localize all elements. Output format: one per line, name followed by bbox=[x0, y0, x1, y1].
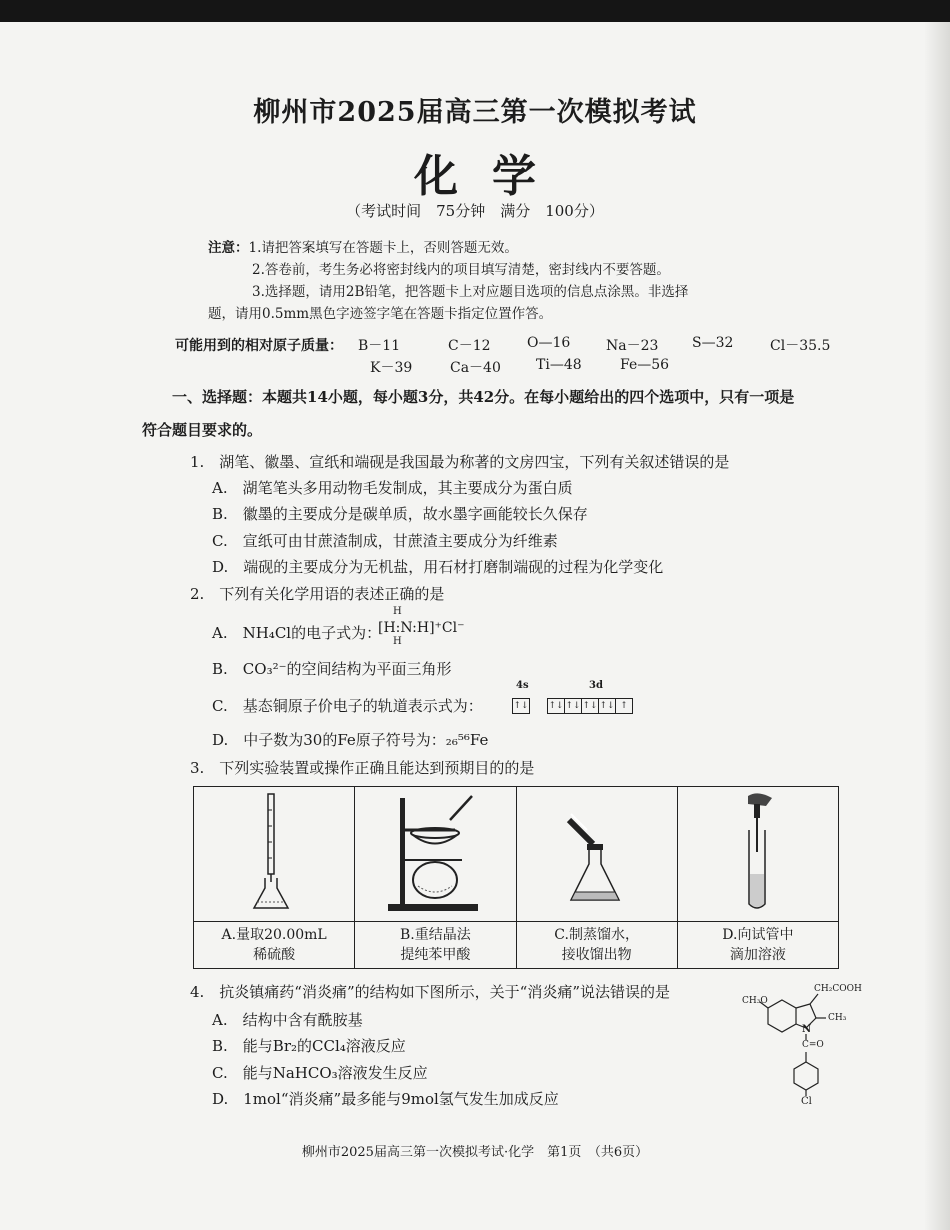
q4-option-a: A. 结构中含有酰胺基 bbox=[212, 1011, 363, 1029]
orbital-box-4s: ↑↓ bbox=[512, 698, 530, 714]
q3-image-c bbox=[516, 787, 677, 922]
q2-c-4s-orbital bbox=[512, 695, 529, 714]
q2-c-3d-orbitals bbox=[547, 695, 632, 714]
q3-image-d bbox=[677, 787, 838, 922]
exam-time-info: （考试时间 75分钟 满分 100分） bbox=[346, 202, 604, 220]
struct-cl: Cl bbox=[801, 1096, 812, 1107]
exam-title: 柳州市2025届高三第一次模拟考试 bbox=[253, 97, 697, 128]
mass-K: K－39 bbox=[370, 360, 413, 376]
q1-option-c: C. 宣纸可由甘蔗渣制成，甘蔗渣主要成分为纤维素 bbox=[212, 532, 558, 550]
q4-option-c: C. 能与NaHCO₃溶液发生反应 bbox=[212, 1064, 428, 1082]
q2-option-c-text: C. 基态铜原子价电子的轨道表示式为： bbox=[212, 697, 483, 715]
page-footer: 柳州市2025届高三第一次模拟考试·化学 第1页 （共6页） bbox=[301, 1145, 649, 1160]
scan-top-edge bbox=[0, 0, 950, 22]
q3-image-b bbox=[355, 787, 516, 922]
q2-option-c bbox=[212, 695, 483, 716]
q1-option-a: A. 湖笔笔头多用动物毛发制成，其主要成分为蛋白质 bbox=[212, 479, 573, 497]
orbital-box-3d-4: ↑↓ bbox=[598, 698, 616, 714]
atomic-mass-label: 可能用到的相对原子质量： bbox=[175, 338, 343, 354]
mass-Cl: Cl－35.5 bbox=[770, 338, 831, 354]
struct-ch2cooh: CH₂COOH bbox=[814, 984, 862, 994]
q2-option-a bbox=[212, 622, 381, 643]
notes-line4: 题，请用0.5mm黑色字迹签字笔在答题卡指定位置作答。 bbox=[208, 306, 553, 322]
q2-option-b: B. CO₃²⁻的空间结构为平面三角形 bbox=[212, 660, 452, 678]
mass-Ti: Ti—48 bbox=[536, 357, 582, 373]
section1-line2: 符合题目要求的。 bbox=[142, 421, 263, 439]
q3-caption-c bbox=[516, 922, 677, 969]
q3-caption-d-line1: D.向试管中 bbox=[722, 927, 794, 943]
notes-line2: 2.答卷前，考生务必将密封线内的项目填写清楚，密封线内不要答题。 bbox=[252, 262, 670, 278]
struct-ch3: CH₃ bbox=[828, 1013, 847, 1023]
orbital-box-3d-3: ↑↓ bbox=[581, 698, 599, 714]
q3-caption-a bbox=[194, 922, 355, 969]
q3-caption-b-line2: 提纯苯甲酸 bbox=[400, 947, 471, 963]
q4-stem: 4. 抗炎镇痛药“消炎痛”的结构如下图所示，关于“消炎痛”说法错误的是 bbox=[190, 983, 670, 1001]
q2-a-h-bottom: H bbox=[393, 636, 402, 647]
mass-B: B－11 bbox=[358, 338, 401, 354]
mass-Na: Na－23 bbox=[606, 338, 659, 354]
q3-stem: 3. 下列实验装置或操作正确且能达到预期目的的是 bbox=[190, 759, 535, 777]
orbital-box-3d-5: ↑ bbox=[615, 698, 633, 714]
struct-co: C=O bbox=[802, 1040, 824, 1050]
q2-c-4s-label: 4s bbox=[516, 680, 529, 691]
q3-caption-a-line1: A.量取20.00mL bbox=[221, 927, 327, 943]
q1-stem: 1. 湖笔、徽墨、宣纸和端砚是我国最为称著的文房四宝，下列有关叙述错误的是 bbox=[190, 453, 730, 471]
mass-Fe: Fe—56 bbox=[620, 357, 670, 373]
section1-line1: 一、选择题：本题共14小题，每小题3分，共42分。在每小题给出的四个选项中，只有一项是 bbox=[172, 388, 795, 406]
q2-a-electron-formula: [H:N:H]⁺Cl⁻ bbox=[378, 620, 465, 636]
notes-label: 注意： bbox=[208, 240, 249, 256]
mass-Ca: Ca－40 bbox=[450, 360, 501, 376]
struct-n: N bbox=[802, 1024, 812, 1035]
mass-C: C－12 bbox=[448, 338, 491, 354]
q2-option-d: D. 中子数为30的Fe原子符号为：₂₆⁵⁶Fe bbox=[212, 731, 489, 749]
q4-option-d: D. 1mol“消炎痛”最多能与9mol氢气发生加成反应 bbox=[212, 1090, 559, 1108]
mass-O: O—16 bbox=[527, 335, 571, 351]
q2-a-h-top: H bbox=[393, 606, 402, 617]
indomethacin-structure bbox=[742, 982, 872, 1112]
q3-image-a bbox=[194, 787, 355, 922]
notes-line1 bbox=[208, 236, 518, 256]
notes-line3: 3.选择题，请用2B铅笔，把答题卡上对应题目选项的信息点涂黑。非选择 bbox=[252, 284, 689, 300]
q2-option-a-text: A. NH₄Cl的电子式为： bbox=[212, 624, 382, 642]
q3-caption-c-line2: 接收馏出物 bbox=[561, 947, 632, 963]
q3-caption-b bbox=[355, 922, 516, 969]
q4-option-b: B. 能与Br₂的CCl₄溶液反应 bbox=[212, 1037, 406, 1055]
q3-apparatus-table bbox=[193, 786, 839, 969]
q2-stem: 2. 下列有关化学用语的表述正确的是 bbox=[190, 585, 445, 603]
q3-caption-c-line1: C.制蒸馏水， bbox=[554, 927, 639, 943]
q1-option-d: D. 端砚的主要成分为无机盐，用石材打磨制端砚的过程为化学变化 bbox=[212, 558, 664, 576]
notes-text1: 1.请把答案填写在答题卡上，否则答题无效。 bbox=[248, 240, 518, 256]
distillation-receiver-icon bbox=[557, 790, 637, 914]
mass-S: S—32 bbox=[692, 335, 734, 351]
q1-option-b: B. 徽墨的主要成分是碳单质，故水墨字画能较长久保存 bbox=[212, 505, 588, 523]
q3-caption-d-line2: 滴加溶液 bbox=[729, 947, 786, 963]
dropper-test-tube-icon bbox=[718, 790, 798, 914]
burette-flask-icon bbox=[234, 790, 314, 914]
recrystallization-setup-icon bbox=[380, 790, 490, 914]
q3-caption-d bbox=[677, 922, 838, 969]
q3-caption-b-line1: B.重结晶法 bbox=[400, 927, 471, 943]
orbital-box-3d-2: ↑↓ bbox=[564, 698, 582, 714]
q3-caption-a-line2: 稀硫酸 bbox=[253, 947, 296, 963]
struct-ch3o: CH₃O bbox=[742, 996, 768, 1006]
q2-c-3d-label: 3d bbox=[589, 680, 603, 691]
subject-title: 化学 bbox=[414, 151, 570, 202]
orbital-box-3d-1: ↑↓ bbox=[547, 698, 565, 714]
